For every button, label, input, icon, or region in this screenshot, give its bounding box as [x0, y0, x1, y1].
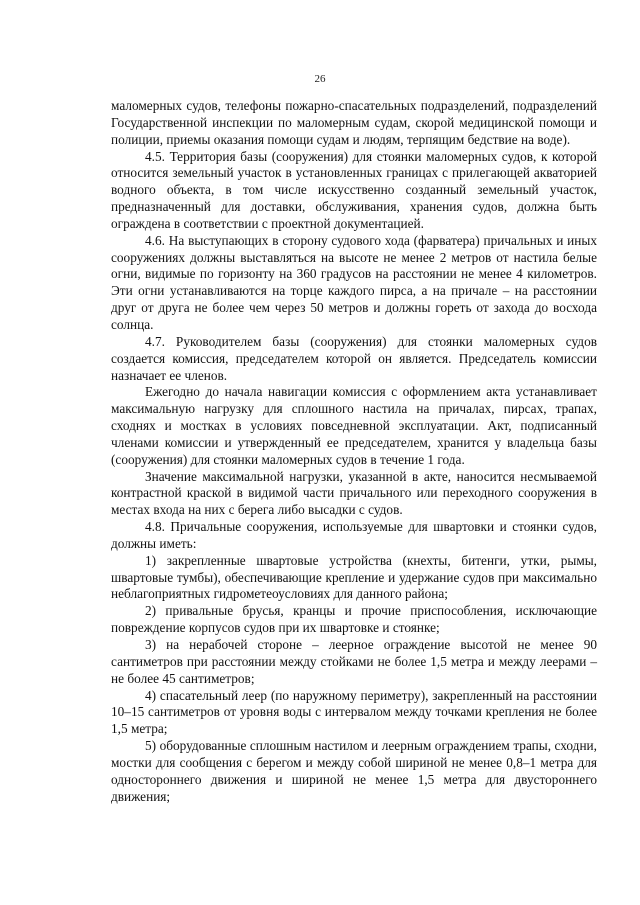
paragraph-continuation: маломерных судов, телефоны пожарно-спасательных подразделений, подразделений Государственной инспекции по маломерным судам, скорой медицинской помощи и полиции, приемы оказания помощи судам и людям, терпящим бедствие на воде). — [111, 98, 597, 147]
list-item-3: 3) на нерабочей стороне – леерное ограждение высотой не менее 90 сантиметров при расстоянии между стойками не более 1,5 метра и между леерами – не более 45 сантиметров; — [111, 637, 597, 686]
paragraph-4-5: 4.5. Территория базы (сооружения) для стоянки маломерных судов, к которой относится земельный участок в установленных границах с прилегающей акваторией водного объекта, в том числе искусственно созданный земельный участок, предназначенный для доставки, обслуживания, хранения судов, должна быть ограждена в соответствии с проектной документацией. — [111, 148, 597, 231]
paragraph-annual-inspection: Ежегодно до начала навигации комиссия с оформлением акта устанавливает максимальную нагрузку для сплошного настила на причалах, пирсах, трапах, сходнях и мостках в условиях повседневной эксплуатации. Акт, подписанный членами комиссии и утвержденный ее председателем, хранится у владельца базы (сооружения) для стоянки маломерных судов в течение 1 года. — [111, 384, 597, 467]
list-item-5: 5) оборудованные сплошным настилом и леерным ограждением трапы, сходни, мостки для сообщения с берегом и между собой шириной не менее 0,8–1 метра для одностороннего движения и шириной не менее 1,5 метра для двустороннего движения; — [111, 738, 597, 804]
paragraph-4-6: 4.6. На выступающих в сторону судового хода (фарватера) причальных и иных сооружениях должны выставляться на высоте не менее 2 метров от настила белые огни, видимые по горизонту на 360 градусов на расстоянии не менее 4 километров. Эти огни устанавливаются на торце каждого пирса, а на причале – на расстоянии друг от друга не более чем через 50 метров и должны гореть от захода до восхода солнца. — [111, 232, 597, 332]
paragraph-max-load-marking: Значение максимальной нагрузки, указанной в акте, наносится несмываемой контрастной краской в видимой части причального или переходного сооружения в местах входа на них с берега либо высадки с судов. — [111, 468, 597, 518]
page-number: 26 — [314, 73, 326, 85]
document-body — [111, 98, 597, 805]
paragraph-4-7: 4.7. Руководителем базы (сооружения) для стоянки маломерных судов создается комиссия, председателем которой он является. Председатель комиссии назначает ее членов. — [111, 333, 597, 383]
list-item-4: 4) спасательный леер (по наружному периметру), закрепленный на расстоянии 10–15 сантиметров от уровня воды с интервалом между точками крепления не более 1,5 метра; — [111, 687, 597, 737]
list-item-2: 2) привальные брусья, кранцы и прочие приспособления, исключающие повреждение корпусов судов при их швартовке и стоянке; — [111, 603, 597, 636]
paragraph-4-8: 4.8. Причальные сооружения, используемые для швартовки и стоянки судов, должны иметь: — [111, 519, 597, 551]
list-item-1: 1) закрепленные швартовые устройства (кнехты, битенги, утки, рымы, швартовые тумбы), обеспечивающие крепление и удержание судов при максимально неблагоприятных гидрометеоусловиях для данного района; — [111, 552, 597, 602]
